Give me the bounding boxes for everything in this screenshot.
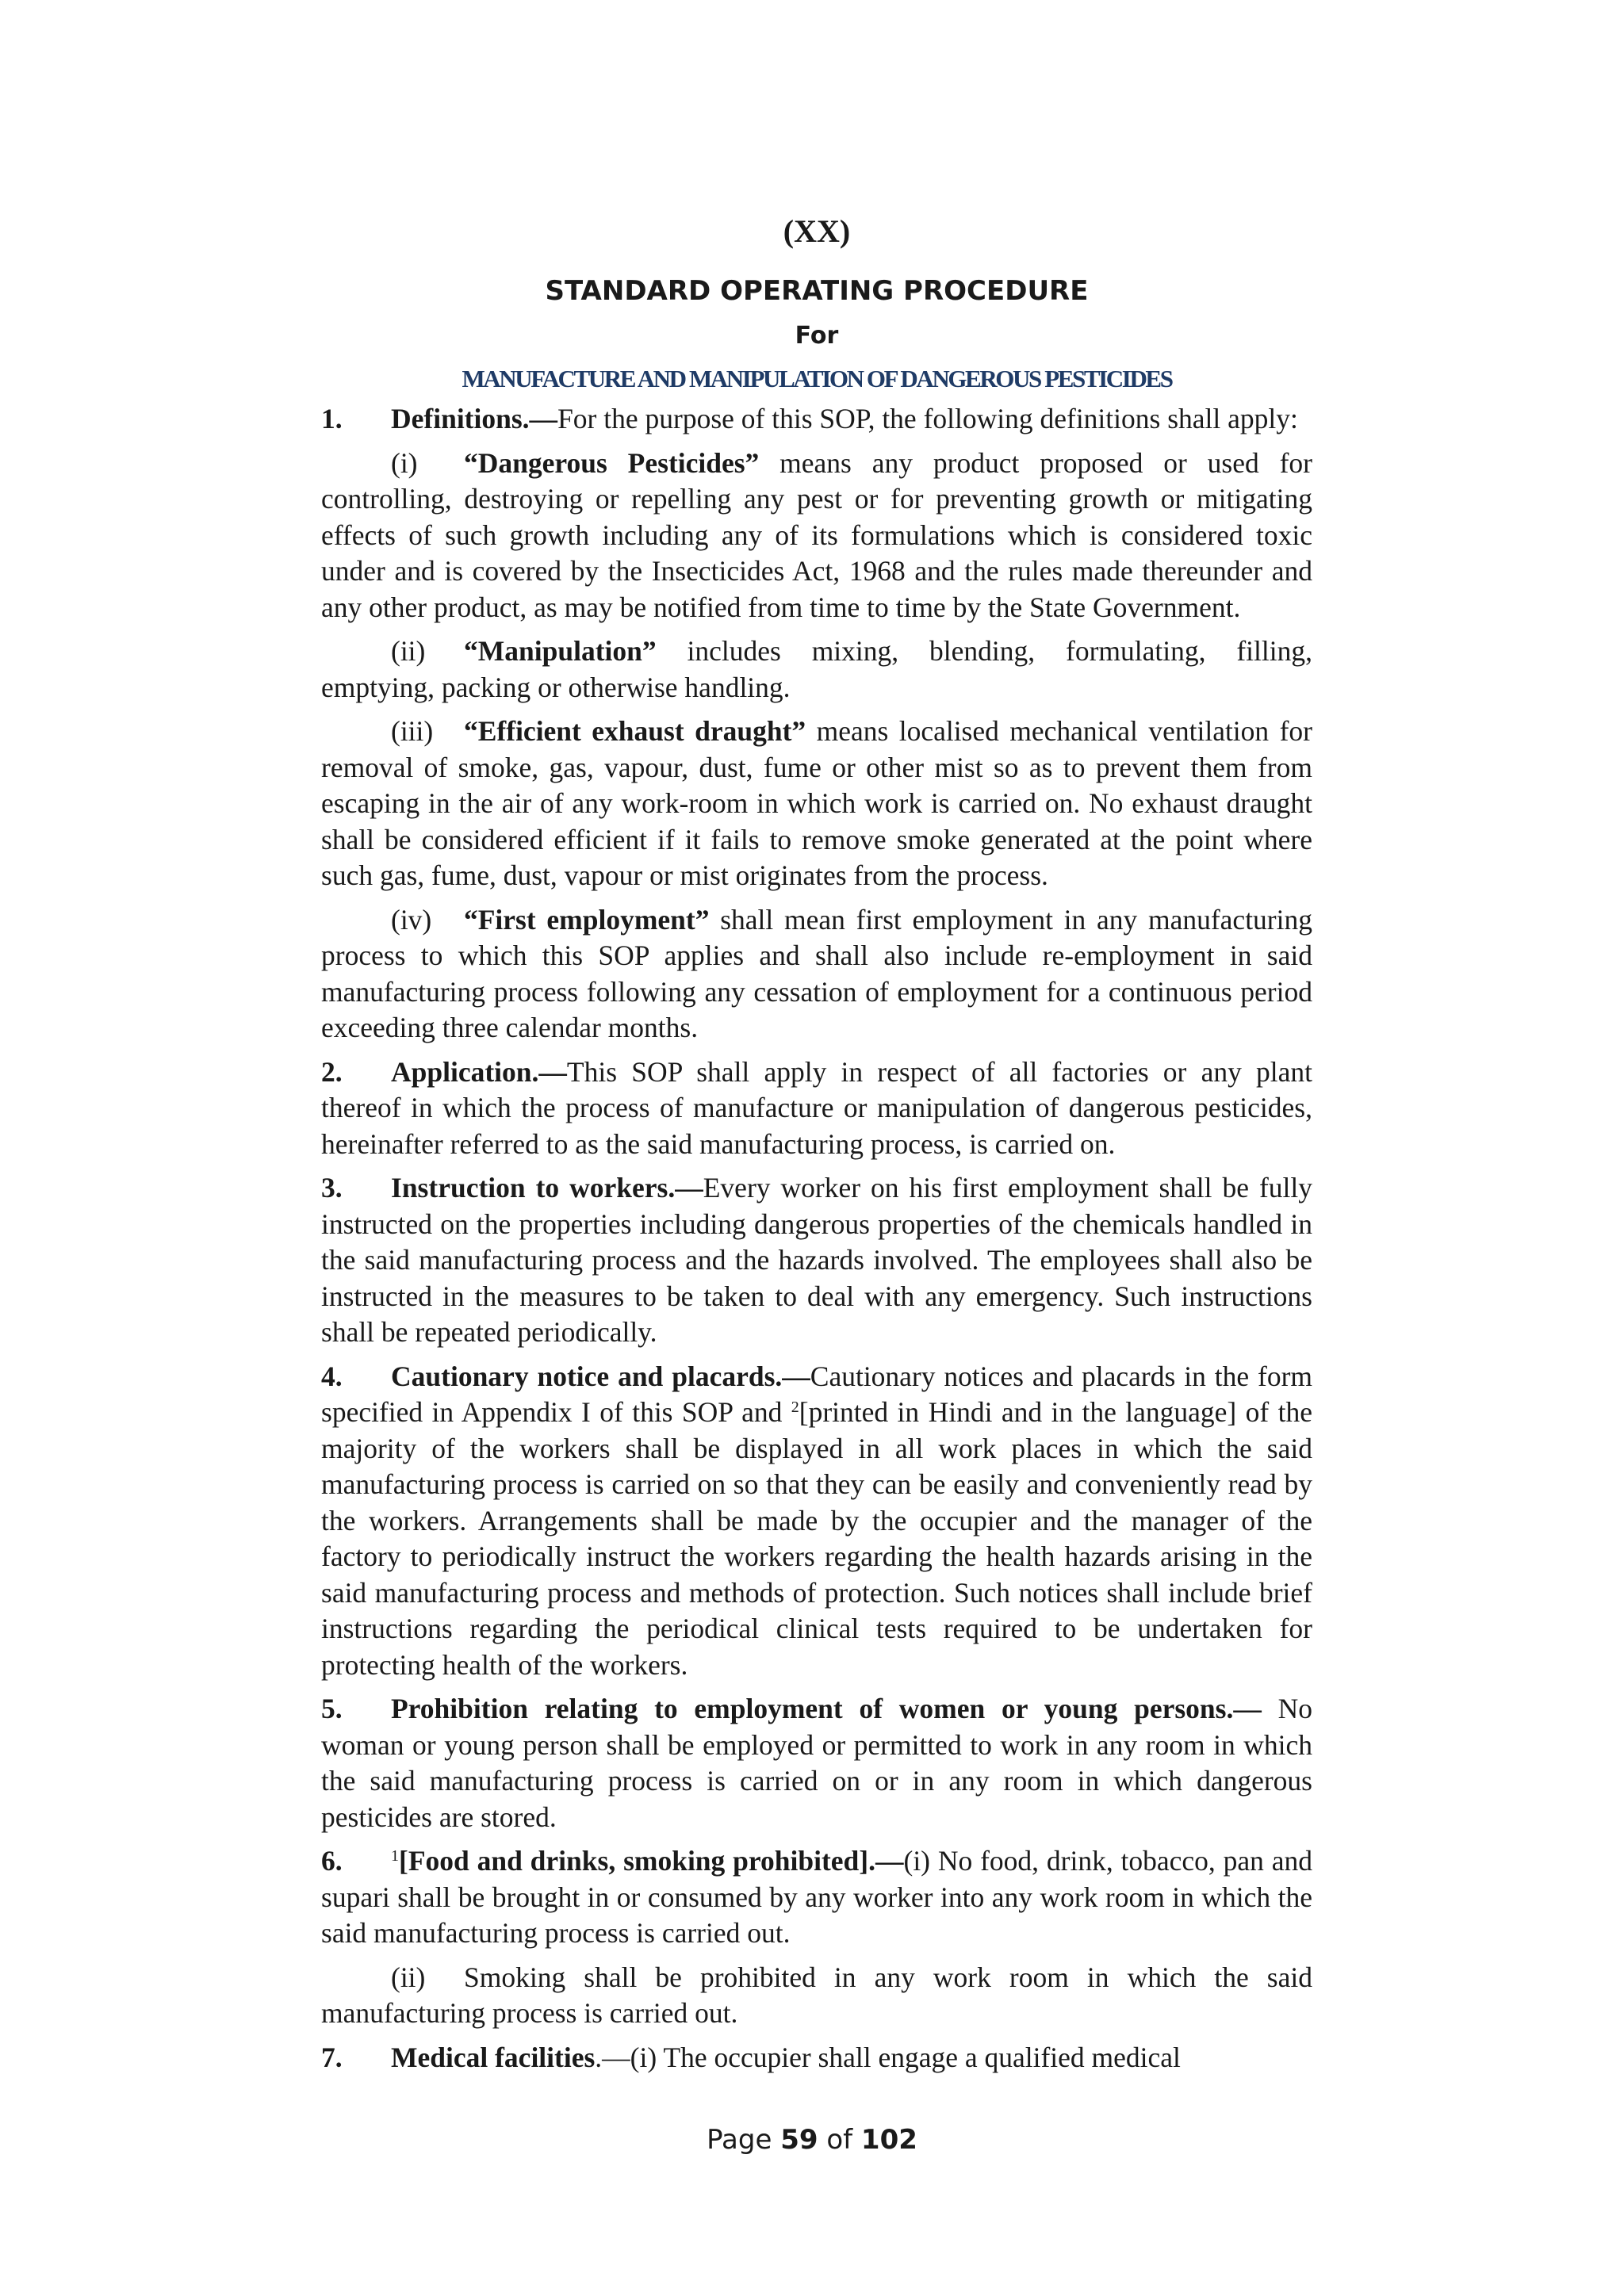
subclause-number: (ii) [391, 1961, 426, 1993]
clause-heading: [Food and drinks, smoking prohibited].— [399, 1845, 904, 1877]
clause-6-food-drinks-smoking [321, 1843, 1312, 1952]
clause-1-definitions [321, 401, 1312, 438]
defined-term: “Manipulation” [464, 635, 657, 667]
clause-number: 4. [321, 1360, 343, 1392]
clause-3-instruction-to-workers [321, 1170, 1312, 1351]
defined-term: “Dangerous Pesticides” [464, 446, 760, 479]
definition-efficient-exhaust-draught [321, 714, 1312, 894]
clause-number: 6. [321, 1845, 343, 1877]
clause-text: .—(i) The occupier shall engage a qualified medical [595, 2041, 1181, 2073]
document-subject: MANUFACTURE AND MANIPULATION OF DANGEROUS PESTICIDES [462, 365, 1172, 392]
clause-text-continued: [printed in Hindi and in the language] of the majority of the workers shall be displayed in all work places in which the said manufacturing process is carried on so that they can be easily and conveniently read by the workers. Arrangements shall be made by the occupier and the manager of the factory to periodically instruct the workers regarding the health hazards arising in the said manufacturing process and methods of protection. Such notices shall include brief instructions regarding the periodical clinical tests required to be undertaken for protecting health of the workers. [321, 1396, 1312, 1681]
definition-text: includes mixing, blending, formulating, filling, emptying, packing or otherwise handling. [321, 635, 1312, 703]
page-footer [0, 2122, 1624, 2158]
footnote-marker: 1 [391, 1847, 399, 1865]
defined-term: “Efficient exhaust draught” [464, 715, 806, 747]
subclause-number: (i) [391, 446, 418, 479]
total-page-count: 102 [860, 2124, 917, 2156]
section-code: (XX) [783, 213, 851, 249]
definition-text: shall mean first employment in any manufacturing process to which this SOP applies and shall also include re-employment in said manufacturing process following any cessation of employment for a continuous period exceeding three calendar months. [321, 903, 1312, 1043]
definition-first-employment [321, 902, 1312, 1047]
clause-number: 3. [321, 1172, 343, 1203]
clause-text: For the purpose of this SOP, the following definitions shall apply: [557, 403, 1298, 434]
page-content [321, 208, 1312, 2084]
current-page-number: 59 [780, 2124, 818, 2156]
document-title: STANDARD OPERATING PROCEDURE [545, 275, 1089, 307]
clause-heading: Application.— [391, 1055, 567, 1088]
clause-text: No woman or young person shall be employed or permitted to work in any room in which the said manufacturing process is carried on or in any room in which dangerous pesticides are stored. [321, 1693, 1312, 1833]
clause-heading: Medical facilities [391, 2041, 596, 2073]
clause-number: 5. [321, 1693, 343, 1724]
clause-6-subclause-ii [321, 1960, 1312, 2032]
clause-4-cautionary-notice [321, 1359, 1312, 1684]
page-label-middle: of [818, 2124, 861, 2156]
clause-number: 2. [321, 1055, 343, 1088]
definition-text: means localised mechanical ventilation for removal of smoke, gas, vapour, dust, fume or other mist so as to prevent them from escaping in the air of any work-room in which work is carried on. No exhaust draught shall be considered efficient if it fails to remove smoke generated at the point where such gas, fume, dust, vapour or mist originates from the process. [321, 715, 1312, 891]
clause-text: (i) No food, drink, tobacco, pan and supari shall be brought in or consumed by any worker into any work room in which the said manufacturing process is carried out. [321, 1845, 1313, 1949]
subclause-number: (iv) [391, 903, 432, 936]
clause-number: 7. [321, 2041, 343, 2073]
clause-5-prohibition-employment [321, 1691, 1312, 1835]
clause-heading: Instruction to workers.— [391, 1172, 703, 1203]
page-label-prefix: Page [707, 2124, 781, 2156]
definition-dangerous-pesticides [321, 446, 1312, 626]
subclause-text: Smoking shall be prohibited in any work room in which the said manufacturing process is carried out. [321, 1961, 1312, 2029]
clause-text: Cautionary notices and placards in the form specified in Appendix I of this SOP and [321, 1360, 1313, 1428]
clause-text: This SOP shall apply in respect of all factories or any plant thereof in which the process of manufacture or manipulation of dangerous pesticides, hereinafter referred to as the said manufacturing process, is carried on. [321, 1055, 1312, 1160]
clause-heading: Prohibition relating to employment of women or young persons.— [391, 1693, 1262, 1724]
clause-2-application [321, 1054, 1312, 1163]
document-for-label: For [795, 322, 839, 350]
clause-heading: Definitions.— [391, 403, 558, 434]
subclause-number: (iii) [391, 715, 434, 747]
footnote-marker: 2 [791, 1399, 799, 1416]
subclause-number: (ii) [391, 635, 426, 667]
clause-text: Every worker on his first employment shall be fully instructed on the properties including dangerous properties of the chemicals handled in the said manufacturing process and the hazards involved. The employees shall also be instructed in the measures to be taken to deal with any emergency. Such instructions shall be repeated periodically. [321, 1172, 1313, 1348]
clause-7-medical-facilities [321, 2040, 1312, 2076]
definition-text: means any product proposed or used for controlling, destroying or repelling any pest or for preventing growth or mitigating effects of such growth including any of its formulations which is considered toxic under and is covered by the Insecticides Act, 1968 and the rules made thereunder and any other product, as may be notified from time to time by the State Government. [321, 446, 1312, 623]
definition-manipulation [321, 633, 1312, 706]
clause-number: 1. [321, 403, 343, 434]
clause-heading: Cautionary notice and placards.— [391, 1360, 810, 1392]
defined-term: “First employment” [464, 903, 710, 936]
